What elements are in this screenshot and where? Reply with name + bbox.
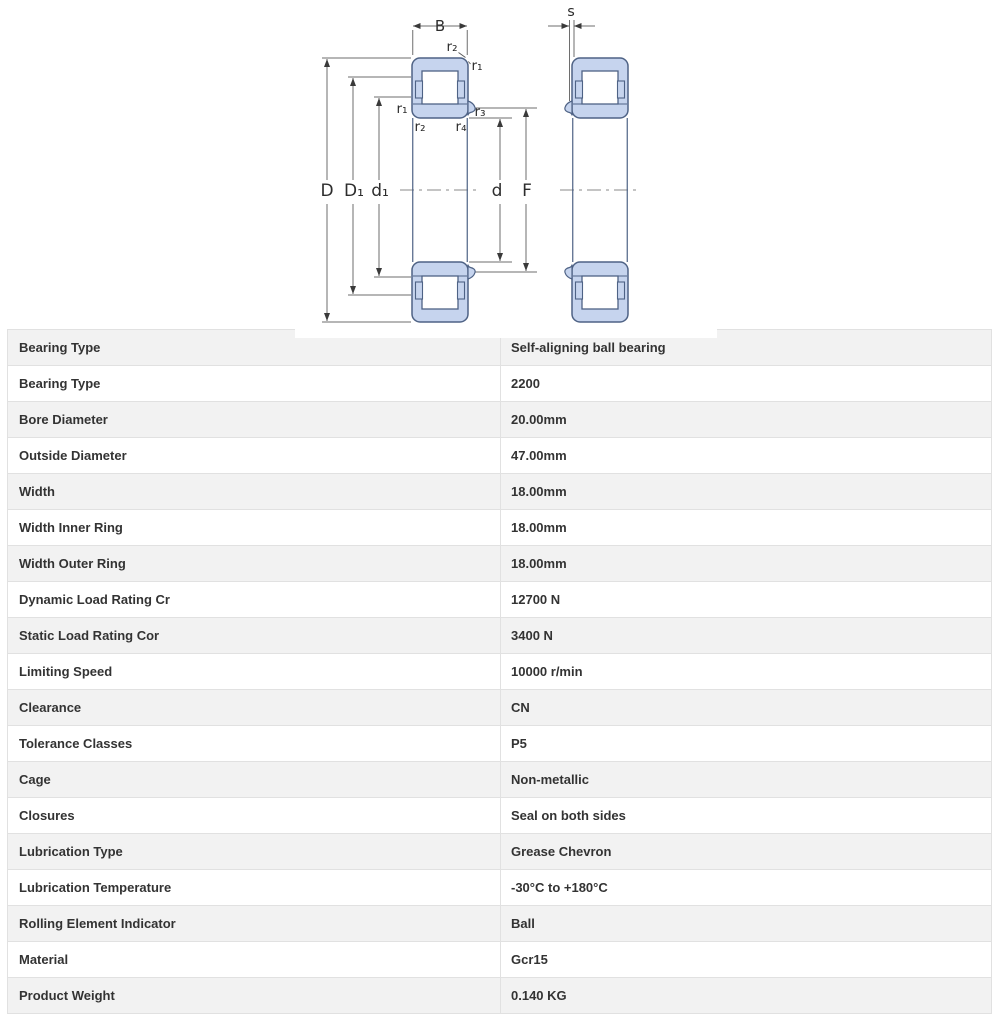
table-row — [8, 798, 992, 834]
dim-label-r3: r₃ — [474, 104, 486, 120]
dim-label-d1: d₁ — [371, 181, 389, 201]
spec-value: 18.00mm — [501, 510, 992, 546]
spec-label: Width — [8, 474, 501, 510]
spec-label: Bore Diameter — [8, 402, 501, 438]
table-row — [8, 726, 992, 762]
spec-value: 2200 — [501, 366, 992, 402]
dim-label-r4: r₄ — [455, 119, 467, 135]
table-row — [8, 402, 992, 438]
dim-label-D1: D₁ — [344, 181, 364, 201]
spec-value: 3400 N — [501, 618, 992, 654]
spec-label: Bearing Type — [8, 330, 501, 366]
spec-value: 12700 N — [501, 582, 992, 618]
spec-value: 18.00mm — [501, 474, 992, 510]
table-row — [8, 618, 992, 654]
table-row — [8, 474, 992, 510]
spec-label: Rolling Element Indicator — [8, 906, 501, 942]
dim-label-D: D — [320, 181, 334, 201]
dim-label-F: F — [522, 181, 532, 201]
dim-label-r1-top: r₁ — [471, 58, 483, 74]
dim-label-r2-top: r₂ — [446, 39, 458, 55]
table-row — [8, 366, 992, 402]
table-row — [8, 762, 992, 798]
spec-value: 20.00mm — [501, 402, 992, 438]
spec-value: CN — [501, 690, 992, 726]
table-row — [8, 942, 992, 978]
dim-label-B: B — [434, 17, 446, 35]
spec-value: 47.00mm — [501, 438, 992, 474]
spec-value: P5 — [501, 726, 992, 762]
bearing-diagram — [295, 0, 717, 338]
table-row — [8, 870, 992, 906]
spec-value: Ball — [501, 906, 992, 942]
dim-label-d: d — [491, 181, 503, 201]
spec-label: Lubrication Temperature — [8, 870, 501, 906]
table-row — [8, 690, 992, 726]
spec-value: Grease Chevron — [501, 834, 992, 870]
spec-value: -30°C to +180°C — [501, 870, 992, 906]
spec-label: Product Weight — [8, 978, 501, 1014]
table-row — [8, 906, 992, 942]
spec-value: Self-aligning ball bearing — [501, 330, 992, 366]
spec-label: Tolerance Classes — [8, 726, 501, 762]
spec-value: Seal on both sides — [501, 798, 992, 834]
spec-label: Outside Diameter — [8, 438, 501, 474]
table-row — [8, 438, 992, 474]
spec-label: Material — [8, 942, 501, 978]
spec-value: 0.140 KG — [501, 978, 992, 1014]
table-row — [8, 582, 992, 618]
spec-label: Bearing Type — [8, 366, 501, 402]
table-row — [8, 834, 992, 870]
spec-value: 18.00mm — [501, 546, 992, 582]
spec-label: Clearance — [8, 690, 501, 726]
spec-value: 10000 r/min — [501, 654, 992, 690]
spec-label: Lubrication Type — [8, 834, 501, 870]
spec-label: Static Load Rating Cor — [8, 618, 501, 654]
spec-label: Width Outer Ring — [8, 546, 501, 582]
spec-label: Dynamic Load Rating Cr — [8, 582, 501, 618]
spec-label: Closures — [8, 798, 501, 834]
table-row — [8, 546, 992, 582]
table-row — [8, 510, 992, 546]
dim-label-s: s — [567, 4, 575, 20]
dim-label-r2-left: r₂ — [414, 119, 426, 135]
spec-table — [7, 329, 992, 1014]
table-row — [8, 654, 992, 690]
spec-value: Non-metallic — [501, 762, 992, 798]
spec-value: Gcr15 — [501, 942, 992, 978]
spec-label: Width Inner Ring — [8, 510, 501, 546]
spec-label: Limiting Speed — [8, 654, 501, 690]
dim-label-r1-left: r₁ — [396, 101, 408, 117]
spec-label: Cage — [8, 762, 501, 798]
table-row — [8, 978, 992, 1014]
